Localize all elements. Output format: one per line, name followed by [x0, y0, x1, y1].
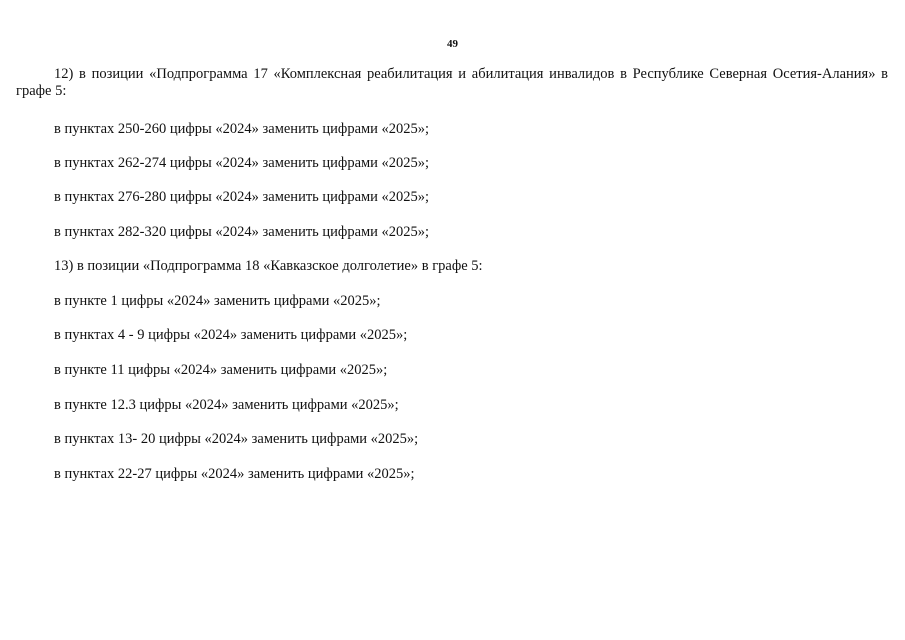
- item-13-line-3: в пункте 11 цифры «2024» заменить цифрами «2025»;: [54, 362, 388, 378]
- item-13-line-2: в пунктах 4 - 9 цифры «2024» заменить цифрами «2025»;: [54, 327, 408, 343]
- item-13-line-1: в пункте 1 цифры «2024» заменить цифрами «2025»;: [54, 293, 381, 309]
- item-12-line-4: в пунктах 282-320 цифры «2024» заменить цифрами «2025»;: [54, 224, 430, 240]
- item-13-line-6: в пунктах 22-27 цифры «2024» заменить цифрами «2025»;: [54, 466, 415, 482]
- item-13-intro: 13) в позиции «Подпрограмма 18 «Кавказское долголетие» в графе 5:: [54, 258, 483, 274]
- item-12-line-3: в пунктах 276-280 цифры «2024» заменить цифрами «2025»;: [54, 189, 430, 205]
- item-12-line-2: в пунктах 262-274 цифры «2024» заменить цифрами «2025»;: [54, 155, 430, 171]
- item-13-line-5: в пунктах 13- 20 цифры «2024» заменить цифрами «2025»;: [54, 431, 419, 447]
- item-12-line-1: в пунктах 250-260 цифры «2024» заменить цифрами «2025»;: [54, 121, 430, 137]
- page-number: 49: [447, 38, 458, 50]
- item-13-line-4: в пункте 12.3 цифры «2024» заменить цифрами «2025»;: [54, 397, 399, 413]
- item-12-intro: 12) в позиции «Подпрограмма 17 «Комплексная реабилитация и абилитация инвалидов в Республике Северная Осетия-Алания» в графе 5:: [16, 66, 888, 99]
